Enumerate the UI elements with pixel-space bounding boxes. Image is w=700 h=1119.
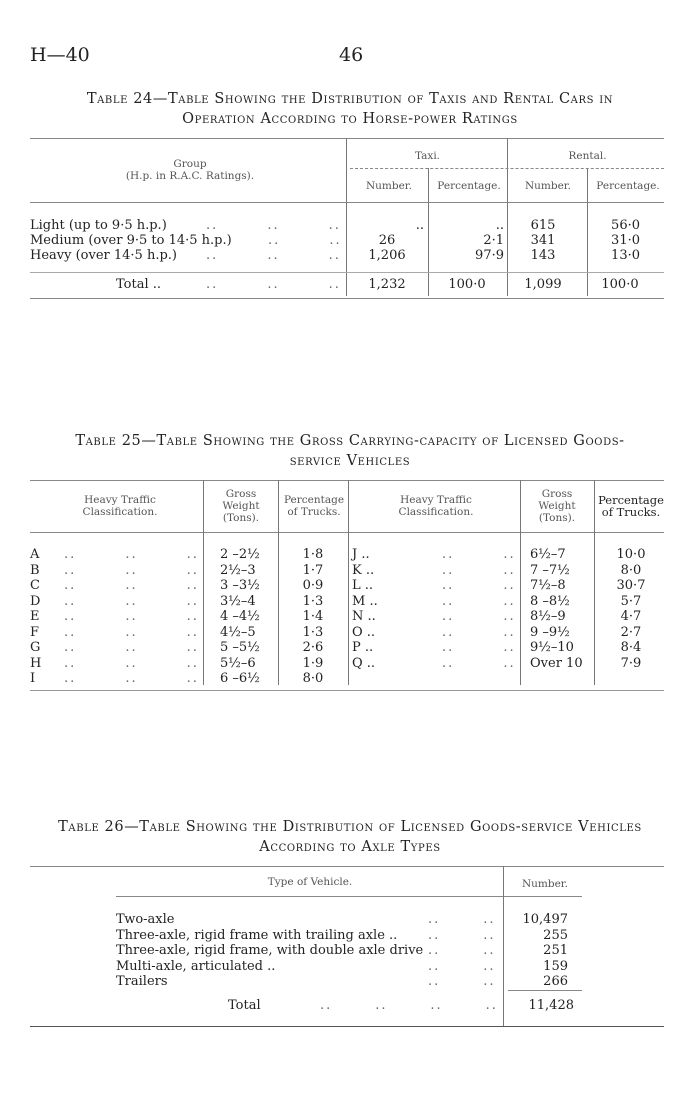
truck-percentage: 4·7 bbox=[620, 609, 642, 624]
vehicle-count: 159 bbox=[543, 958, 568, 974]
leader-dots: .. .. bbox=[442, 655, 516, 671]
truck-percentage: 7·9 bbox=[620, 655, 642, 671]
gross-weight: 6½–7 bbox=[530, 547, 566, 562]
leader-dots: .. .. bbox=[442, 624, 516, 640]
truck-percentage: 5·7 bbox=[620, 593, 642, 609]
gross-weight: 9 –9½ bbox=[530, 624, 570, 640]
truck-percentage: 1·3 bbox=[302, 624, 324, 640]
rental-total-number: 1,099 bbox=[524, 277, 562, 292]
table24-title-line2: Operation According to Horse-power Ratings bbox=[182, 111, 518, 127]
leader-dots: .. .. bbox=[428, 974, 496, 989]
classification: D bbox=[30, 593, 41, 609]
classification: G bbox=[30, 640, 41, 655]
rental-number: 143 bbox=[530, 248, 556, 263]
taxi-number: .. bbox=[415, 218, 424, 233]
truck-percentage: 1·8 bbox=[302, 547, 324, 562]
gross-weight: 3 –3½ bbox=[220, 578, 260, 593]
total-label: Total bbox=[228, 998, 261, 1013]
vehicle-type: Trailers bbox=[116, 974, 168, 989]
rental-number: 615 bbox=[530, 218, 556, 233]
page-number: 46 bbox=[339, 44, 364, 66]
classification: L .. bbox=[352, 578, 374, 593]
truck-percentage: 1·7 bbox=[302, 562, 324, 578]
gross-weight: 6 –6½ bbox=[220, 671, 260, 686]
classification: M .. bbox=[352, 593, 378, 609]
leader-dots: .. .. bbox=[442, 578, 516, 593]
vehicle-type: Three-axle, rigid frame, with double axle drive bbox=[116, 943, 424, 958]
classification: F bbox=[30, 624, 40, 640]
row-label: Medium (over 9·5 to 14·5 h.p.) bbox=[30, 233, 232, 248]
classification: H bbox=[30, 655, 42, 671]
classification: E bbox=[30, 609, 40, 624]
row-label: Light (up to 9·5 h.p.) bbox=[30, 218, 167, 233]
col-classification-left: Heavy Traffic Classification. bbox=[82, 494, 158, 518]
leader-dots: .. .. .. bbox=[64, 655, 199, 671]
rental-percentage-header: Percentage. bbox=[596, 180, 660, 192]
total-label: Total .. bbox=[116, 277, 162, 292]
group-header: Group bbox=[173, 158, 207, 170]
taxi-number-header: Number. bbox=[365, 180, 413, 192]
leader-dots: .. .. bbox=[428, 912, 496, 927]
leader-dots: .. .. bbox=[442, 640, 516, 655]
leader-dots: .. .. bbox=[428, 943, 496, 958]
truck-percentage: 1·3 bbox=[302, 593, 324, 609]
table24-title-line1: Table 24—Table Showing the Distribution of Taxis and Rental Cars in bbox=[86, 91, 614, 107]
gross-weight: 5 –5½ bbox=[220, 640, 260, 655]
truck-percentage: 0·9 bbox=[302, 578, 324, 593]
taxi-percentage-header: Percentage. bbox=[437, 180, 501, 192]
leader-dots: .. .. bbox=[428, 958, 496, 974]
classification: N .. bbox=[352, 609, 376, 624]
table25-title-line2: service Vehicles bbox=[289, 453, 411, 469]
vehicle-count: 10,497 bbox=[522, 912, 568, 927]
taxi-header: Taxi. bbox=[414, 150, 441, 162]
leader-dots: .. .. .. .. bbox=[320, 998, 498, 1013]
leader-dots: .. .. bbox=[442, 562, 516, 578]
gross-weight: 4½–5 bbox=[220, 624, 256, 640]
group-subheader: (H.p. in R.A.C. Ratings). bbox=[125, 170, 255, 182]
truck-percentage: 30·7 bbox=[616, 578, 646, 593]
truck-percentage: 10·0 bbox=[616, 547, 646, 562]
taxi-number: 26 bbox=[378, 233, 396, 248]
vehicle-count: 255 bbox=[543, 927, 568, 943]
truck-percentage: 1·4 bbox=[302, 609, 324, 624]
rental-total-pct: 100·0 bbox=[601, 277, 639, 292]
vehicle-type: Multi-axle, articulated .. bbox=[116, 958, 276, 974]
leader-dots: .. .. .. bbox=[206, 277, 341, 292]
leader-dots: .. .. .. bbox=[206, 218, 341, 233]
classification: B bbox=[30, 562, 40, 578]
col-weight-left: Gross Weight (Tons). bbox=[222, 488, 260, 524]
rental-number: 341 bbox=[530, 233, 556, 248]
vehicle-type: Two-axle bbox=[116, 912, 175, 927]
leader-dots: .. .. bbox=[428, 927, 496, 943]
gross-weight: 8½–9 bbox=[530, 609, 566, 624]
page-reference: H—40 bbox=[30, 44, 90, 66]
gross-weight: 9½–10 bbox=[530, 640, 574, 655]
col-pct-right: Percentage of Trucks. bbox=[598, 493, 664, 519]
truck-percentage: 8·0 bbox=[620, 562, 642, 578]
leader-dots: .. .. .. bbox=[64, 624, 199, 640]
taxi-pct: 97·9 bbox=[475, 248, 504, 263]
classification: P .. bbox=[352, 640, 374, 655]
gross-weight: 2½–3 bbox=[220, 562, 256, 578]
vehicle-count: 251 bbox=[543, 943, 568, 958]
leader-dots: .. .. .. bbox=[64, 671, 199, 686]
taxi-total-number: 1,232 bbox=[368, 277, 406, 292]
table26-title-line2: According to Axle Types bbox=[259, 839, 441, 855]
rental-pct: 31·0 bbox=[611, 233, 640, 248]
leader-dots: .. .. bbox=[442, 547, 516, 562]
table26-title-line1: Table 26—Table Showing the Distribution of Licensed Goods-service Vehicles bbox=[58, 819, 642, 835]
leader-dots: .. .. bbox=[442, 593, 516, 609]
taxi-number: 1,206 bbox=[368, 248, 406, 263]
col-weight-right: Gross Weight (Tons). bbox=[538, 488, 576, 524]
col-vehicle-type: Type of Vehicle. bbox=[267, 876, 353, 888]
gross-weight: 5½–6 bbox=[220, 655, 256, 671]
classification: Q .. bbox=[352, 655, 376, 671]
vehicle-type: Three-axle, rigid frame with trailing axle .. bbox=[116, 927, 398, 943]
classification: J .. bbox=[352, 547, 370, 562]
truck-percentage: 2·6 bbox=[302, 640, 324, 655]
leader-dots: .. .. .. bbox=[64, 547, 199, 562]
truck-percentage: 2·7 bbox=[620, 624, 642, 640]
col-classification-right: Heavy Traffic Classification. bbox=[398, 494, 474, 518]
gross-weight: 7½–8 bbox=[530, 578, 566, 593]
total-number: 11,428 bbox=[528, 998, 574, 1013]
leader-dots: .. .. .. bbox=[64, 640, 199, 655]
row-label: Heavy (over 14·5 h.p.) bbox=[30, 248, 177, 263]
gross-weight: Over 10 bbox=[530, 655, 583, 671]
classification: O .. bbox=[352, 624, 376, 640]
gross-weight: 7 –7½ bbox=[530, 562, 570, 578]
truck-percentage: 8·4 bbox=[620, 640, 642, 655]
vehicle-count: 266 bbox=[543, 974, 568, 989]
leader-dots: .. .. .. bbox=[64, 578, 199, 593]
leader-dots: .. .. .. bbox=[206, 248, 341, 263]
rental-header: Rental. bbox=[568, 150, 607, 162]
classification: K .. bbox=[352, 562, 375, 578]
classification: A bbox=[30, 547, 40, 562]
gross-weight: 4 –4½ bbox=[220, 609, 260, 624]
taxi-pct: 2·1 bbox=[483, 233, 504, 248]
gross-weight: 3½–4 bbox=[220, 593, 256, 609]
leader-dots: .. .. .. bbox=[64, 562, 199, 578]
leader-dots: .. .. .. bbox=[64, 609, 199, 624]
col-pct-left: Percentage of Trucks. bbox=[283, 494, 345, 518]
gross-weight: 8 –8½ bbox=[530, 593, 570, 609]
classification: I bbox=[30, 671, 36, 686]
truck-percentage: 8·0 bbox=[302, 671, 324, 686]
rental-pct: 13·0 bbox=[611, 248, 640, 263]
leader-dots: .. .. bbox=[442, 609, 516, 624]
leader-dots: .. .. bbox=[268, 233, 342, 248]
taxi-pct: .. bbox=[495, 218, 504, 233]
rental-number-header: Number. bbox=[524, 180, 572, 192]
rental-pct: 56·0 bbox=[611, 218, 640, 233]
truck-percentage: 1·9 bbox=[302, 655, 324, 671]
classification: C bbox=[30, 578, 40, 593]
col-number: Number. bbox=[521, 878, 569, 890]
leader-dots: .. .. .. bbox=[64, 593, 199, 609]
taxi-total-pct: 100·0 bbox=[448, 277, 486, 292]
gross-weight: 2 –2½ bbox=[220, 547, 260, 562]
table25-title-line1: Table 25—Table Showing the Gross Carrying-capacity of Licensed Goods- bbox=[75, 433, 625, 449]
